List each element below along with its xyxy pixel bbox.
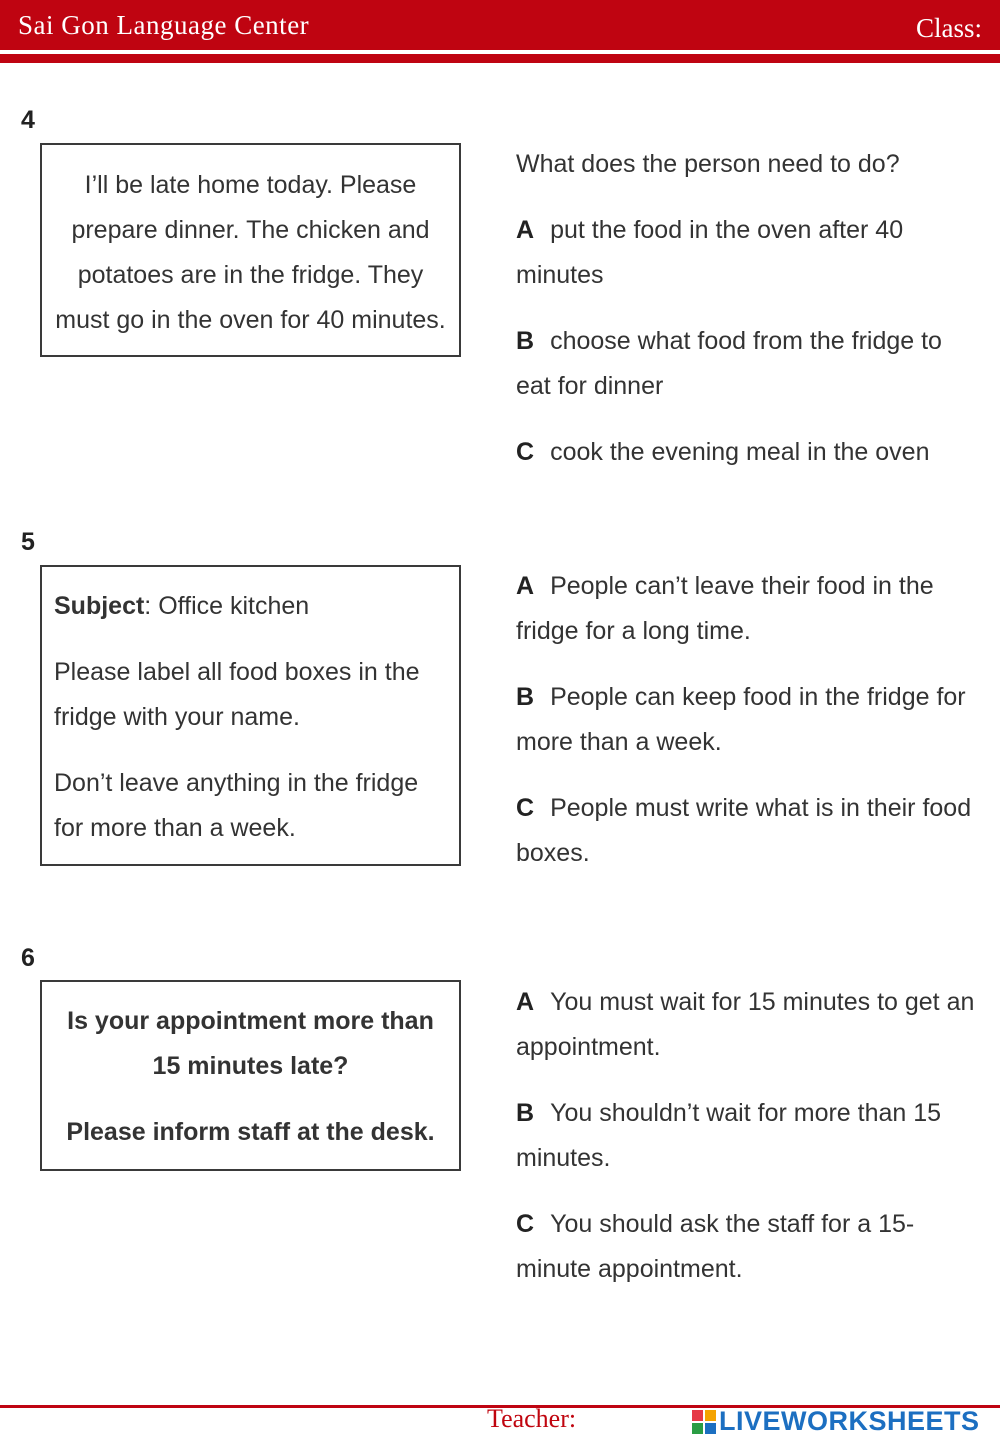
option-a[interactable]: A You must wait for 15 minutes to get an appointment. [516, 988, 975, 1061]
option-c[interactable]: C You should ask the staff for a 15-minute appointment. [516, 1210, 915, 1283]
notice-text: Please label all food boxes in the fridge with your name. [54, 658, 420, 731]
class-label: Class: [915, 13, 982, 43]
notice-subject: Subject: Office kitchen [54, 592, 310, 620]
header-divider [0, 54, 1000, 63]
question-number: 5 [21, 528, 35, 556]
options-list [516, 564, 976, 897]
notice-box [40, 980, 461, 1171]
option-a[interactable]: A put the food in the oven after 40 minutes [516, 216, 904, 289]
option-a[interactable]: A People can’t leave their food in the fridge for a long time. [516, 572, 934, 645]
notice-text: I’ll be late home today. Please prepare dinner. The chicken and potatoes are in the fridge. They must go in the oven for 40 minutes. [55, 171, 446, 334]
option-c[interactable]: C People must write what is in their food boxes. [516, 794, 972, 867]
header-bar [0, 0, 1000, 50]
options-list [516, 142, 976, 496]
option-b[interactable]: B People can keep food in the fridge for more than a week. [516, 683, 966, 756]
logo-blocks-icon [692, 1410, 716, 1434]
liveworksheets-logo [692, 1406, 980, 1437]
notice-text: Please inform staff at the desk. [66, 1118, 435, 1146]
question-stem: What does the person need to do? [516, 150, 900, 178]
options-list [516, 980, 976, 1313]
option-b[interactable]: B choose what food from the fridge to eat for dinner [516, 327, 942, 400]
teacher-label: Teacher: [487, 1404, 577, 1433]
option-c[interactable]: C cook the evening meal in the oven [516, 438, 930, 466]
option-b[interactable]: B You shouldn’t wait for more than 15 minutes. [516, 1099, 942, 1172]
question-number: 6 [21, 944, 35, 972]
notice-box [40, 565, 461, 866]
brand-text: LIVEWORKSHEETS [719, 1406, 980, 1436]
notice-text: Don’t leave anything in the fridge for more than a week. [54, 769, 419, 842]
notice-box [40, 143, 461, 357]
notice-text: Is your appointment more than 15 minutes late? [67, 1007, 434, 1080]
question-number: 4 [21, 106, 35, 134]
center-name: Sai Gon Language Center [18, 10, 310, 40]
